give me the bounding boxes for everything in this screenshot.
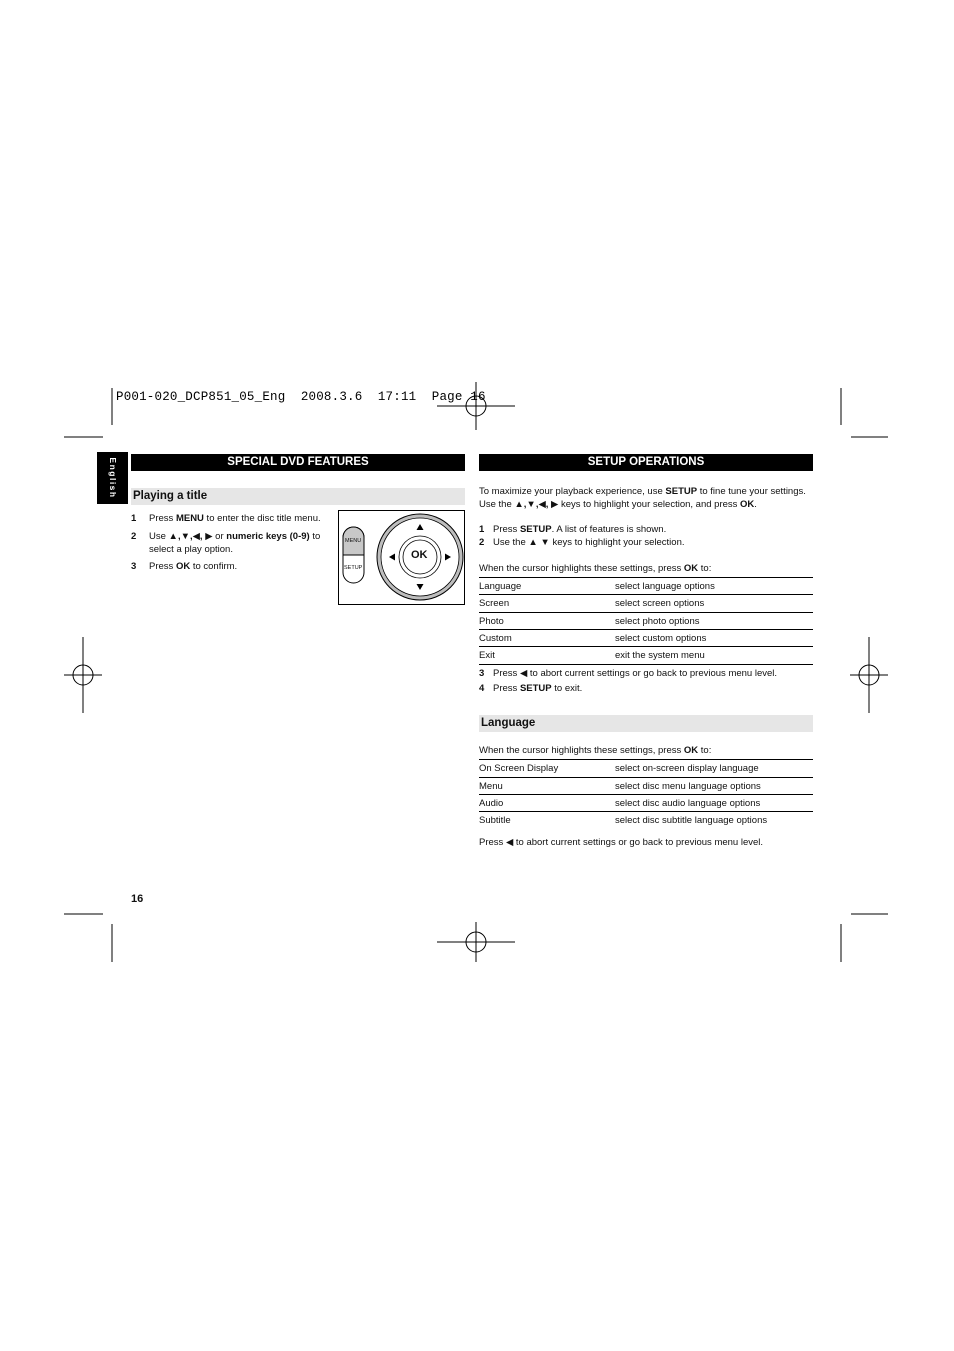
- setup-table-row: Photo select photo options: [479, 612, 813, 630]
- subsection-title-language: Language: [479, 715, 813, 732]
- menu-button-label: MENU: [345, 538, 362, 544]
- language-tab-label: English: [107, 457, 118, 499]
- setup-button-label: SETUP: [344, 565, 363, 571]
- setup-table-row: Screen select screen options: [479, 594, 813, 612]
- language-table-row: On Screen Display select on-screen display language: [479, 759, 813, 777]
- print-header: P001-020_DCP851_05_Eng 2008.3.6 17:11 Page 16: [116, 390, 486, 404]
- page-number: 16: [131, 893, 144, 905]
- subsection-title-playing-a-title: Playing a title: [131, 488, 465, 505]
- setup-table-row: Custom select custom options: [479, 629, 813, 647]
- language-cursor-note: When the cursor highlights these settings, press OK to:: [479, 745, 712, 756]
- ok-button-label: OK: [411, 549, 428, 561]
- setup-table-row: Language select language options: [479, 577, 813, 595]
- setup-table-row: Exit exit the system menu: [479, 646, 813, 665]
- language-footer-note: Press ◀ to abort current settings or go back to previous menu level.: [479, 837, 764, 848]
- language-table-row: Menu select disc menu language options: [479, 777, 813, 795]
- cursor-note: When the cursor highlights these settings, press OK to:: [479, 563, 712, 574]
- remote-control-illustration: [338, 510, 465, 605]
- setup-intro: To maximize your playback experience, use SETUP to fine tune your settings. Use the ▲,▼,◀, ▶ keys to highlight your selection, and press OK.: [479, 486, 806, 510]
- section-title-setup-operations: SETUP OPERATIONS: [479, 454, 813, 471]
- language-side-tab: [97, 452, 128, 504]
- language-table-row: Subtitle select disc subtitle language options: [479, 811, 813, 829]
- language-table-row: Audio select disc audio language options: [479, 794, 813, 812]
- section-title-special-dvd-features: SPECIAL DVD FEATURES: [131, 454, 465, 471]
